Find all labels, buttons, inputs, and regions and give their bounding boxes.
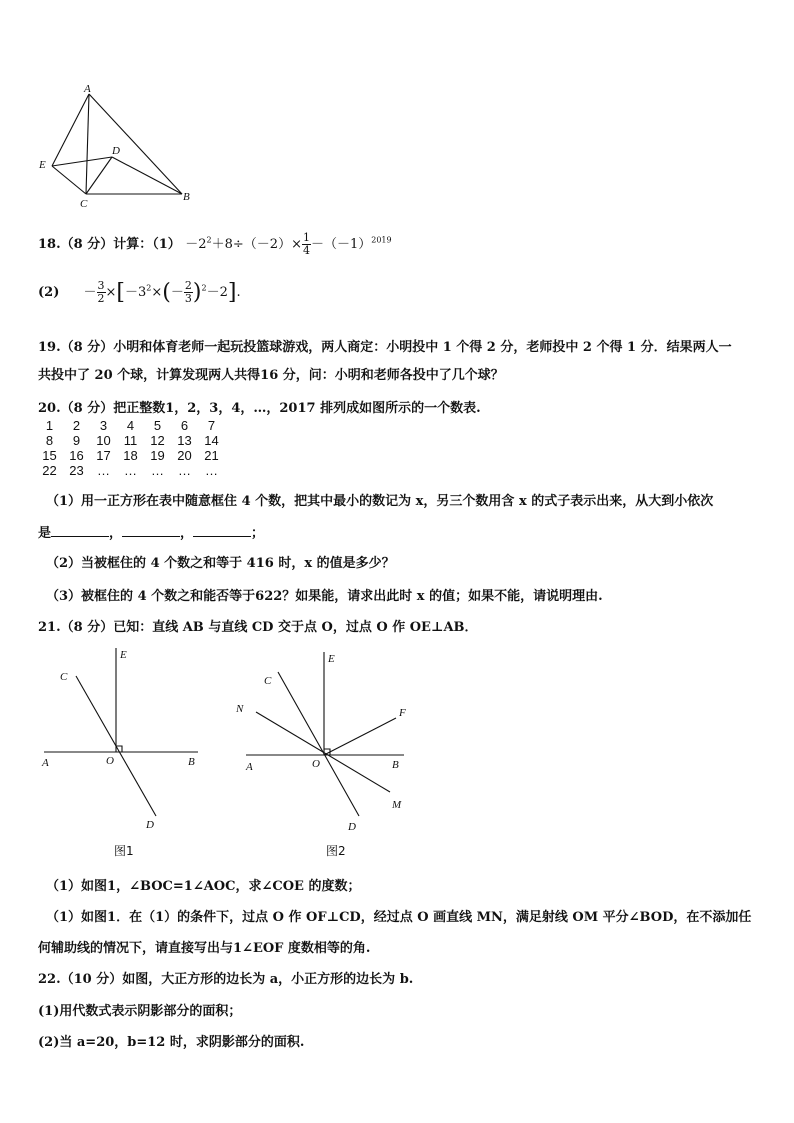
figure-2 (234, 640, 434, 862)
q20-sub1-a: （1）用一正方形在表中随意框住 4 个数，把其中最小的数记为 x，另三个数用含 x 的式子表示出来，从大到小依次 (46, 494, 714, 509)
q22-sub1: (1)用代数式表示阴影部分的面积； (38, 1004, 242, 1019)
table-row: 8 9 10 11 12 13 14 (45, 433, 219, 448)
q20-sub3: （3）被框住的 4 个数之和能否等于622？如果能，请求出此时 x 的值；如果不能，请说明理由. (46, 589, 603, 604)
q22-sub2: (2)当 a=20，b=12 时，求阴影部分的面积. (38, 1035, 305, 1050)
answer-blank[interactable] (122, 524, 180, 537)
fig1-label-a: A (42, 757, 49, 769)
point-label-a: A (84, 83, 91, 95)
point-label-b: B (183, 191, 190, 203)
q22-line1: 22.（10 分）如图，大正方形的边长为 a，小正方形的边长为 b. (38, 972, 414, 987)
q21-sub2-a: （1）如图1．在（1）的条件下，过点 O 作 OF⊥CD，经过点 O 画直线 MN，满足射线 OM 平分∠BOD，在不添加任 (46, 910, 752, 925)
point-label-c: C (80, 198, 88, 210)
q21-sub1: （1）如图1，∠BOC=1∠AOC，求∠COE 的度数； (46, 879, 361, 894)
fig2-label-b: B (392, 759, 399, 771)
point-label-d: D (112, 145, 120, 157)
q21-line1: 21.（8 分）已知：直线 AB 与直线 CD 交于点 O，过点 O 作 OE⊥AB． (38, 620, 478, 635)
q20-sub1-b: 是 ， ， ； (38, 526, 265, 541)
point-label-e: E (39, 159, 46, 171)
answer-blank[interactable] (193, 524, 251, 537)
figure-1 (36, 640, 216, 862)
fig2-label-f: F (399, 707, 406, 719)
q18-part1: 18.（8 分）计算：$(1) -2^2+8\div(-2)\times$ $\frac{1}{4}$ $-(-1)^{2019}$ (38, 231, 392, 257)
fig1-label-o: O (106, 755, 114, 767)
q20-sub2: （2）当被框住的 4 个数之和等于 416 时，x 的值是多少？ (46, 556, 395, 571)
q20-line1: 20.（8 分）把正整数1，2，3，4，…，2017 排列成如图所示的一个数表. (38, 401, 481, 416)
fig2-label-a: A (246, 761, 253, 773)
fig1-caption: 图1 (114, 844, 134, 858)
q21-sub2-b: 何辅助线的情况下，请直接写出与1∠EOF 度数相等的角. (38, 941, 371, 956)
fig2-caption: 图2 (326, 844, 346, 858)
fig2-label-m: M (392, 799, 402, 811)
fig2-label-c: C (264, 675, 272, 687)
table-row: 15 16 17 18 19 20 21 (42, 448, 219, 463)
fig1-label-c: C (60, 671, 68, 683)
q19-line1: 19.（8 分）小明和体育老师一起玩投篮球游戏，两人商定：小明投中 1 个得 2 分，老师投中 2 个得 1 分．结果两人一 (38, 340, 732, 355)
fig1-label-d: D (146, 819, 154, 831)
fig2-label-o: O (312, 758, 320, 770)
answer-blank[interactable] (51, 524, 109, 537)
fig1-label-e: E (120, 649, 127, 661)
fig2-label-d: D (348, 821, 356, 833)
fig2-label-e: E (328, 653, 335, 665)
q19-line2: 共投中了 20 个球，计算发现两人共得16 分，问：小明和老师各投中了几个球？ (38, 368, 504, 383)
fig2-label-n: N (236, 703, 244, 715)
triangle-figure (36, 82, 206, 212)
number-table (36, 418, 225, 478)
q18-part2: (2) － $\frac{3}{2}$ $\times[-3^2\times(-$ $\frac{2}{3}$ )$^2$－2]. (38, 279, 241, 305)
table-row: 1 2 3 4 5 6 7 (45, 418, 216, 433)
fig1-label-b: B (188, 756, 195, 768)
table-row: 22 23 … … … … … (42, 463, 218, 478)
